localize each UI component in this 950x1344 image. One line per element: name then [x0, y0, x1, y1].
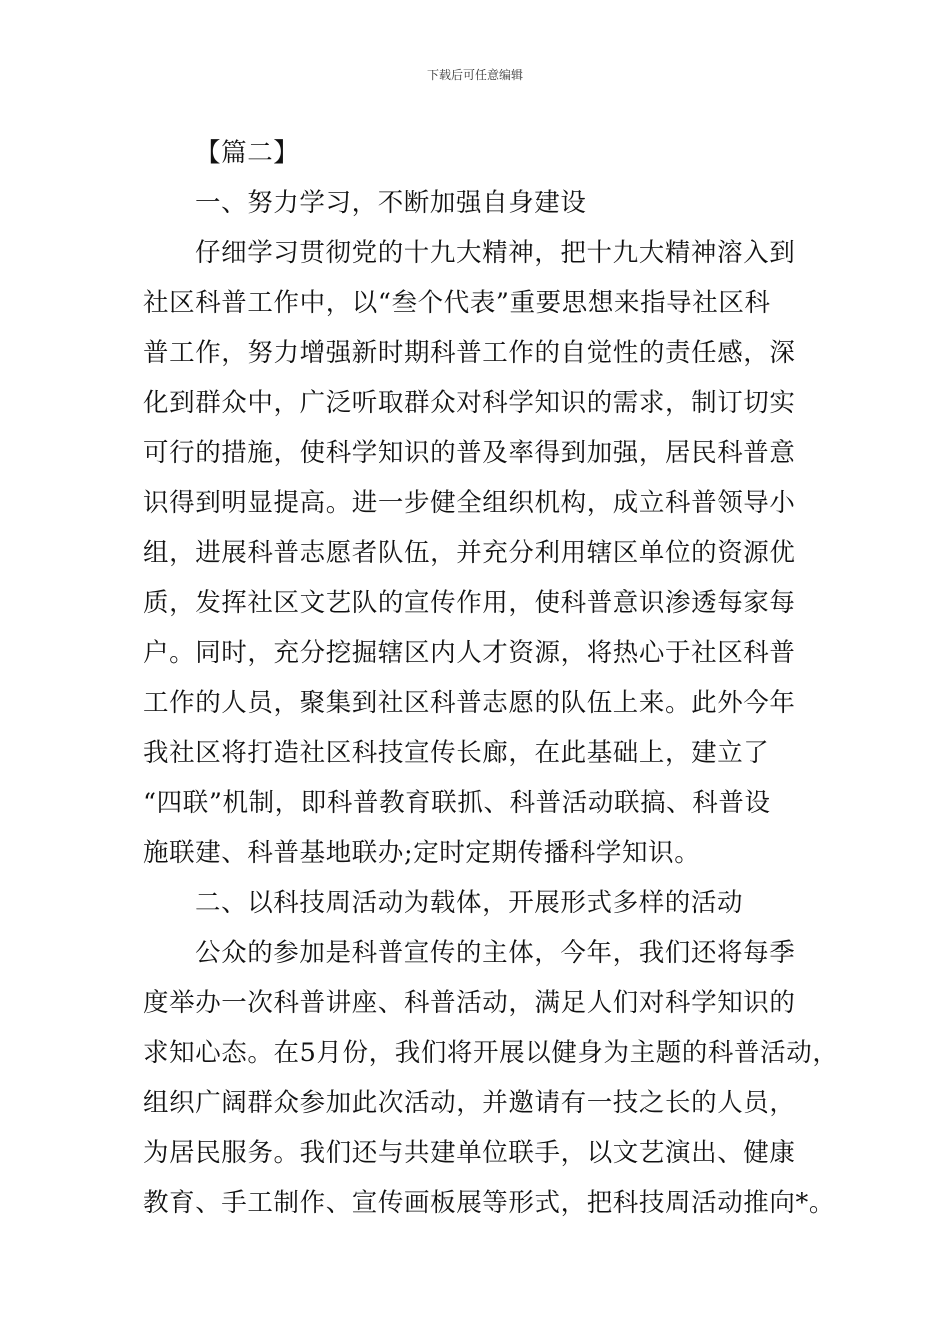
paragraph-line: 普工作，努力增强新时期科普工作的自觉性的责任感，深 [143, 338, 796, 368]
paragraph-line: 求知心态。在5月份，我们将开展以健身为主题的科普活动， [143, 1038, 839, 1068]
paragraph-line: 工作的人员，聚集到社区科普志愿的队伍上来。此外今年 [143, 688, 796, 718]
paragraph-line: 组，进展科普志愿者队伍，并充分利用辖区单位的资源优 [143, 538, 796, 568]
paragraph-line: 户。同时，充分挖掘辖区内人才资源，将热心于社区科普 [143, 638, 796, 668]
paragraph-1 [143, 228, 843, 878]
paragraph-line: 度举办一次科普讲座、科普活动，满足人们对科学知识的 [143, 988, 796, 1018]
paragraph-line: 我社区将打造社区科技宣传长廊，在此基础上，建立了 [143, 738, 770, 768]
paragraph-line: 组织广阔群众参加此次活动，并邀请有一技之长的人员， [143, 1088, 796, 1118]
paragraph-line: 可行的措施，使科学知识的普及率得到加强，居民科普意 [143, 438, 796, 468]
heading-1: 一、努力学习，不断加强自身建设 [195, 188, 587, 218]
paragraph-line: 识得到明显提高。进一步健全组织机构，成立科普领导小 [143, 488, 796, 518]
paragraph-line: “四联”机制，即科普教育联抓、科普活动联搞、科普设 [143, 788, 771, 818]
paragraph-2 [143, 928, 843, 1228]
heading-2: 二、以科技周活动为载体，开展形式多样的活动 [195, 888, 744, 918]
paragraph-line: 教育、手工制作、宣传画板展等形式，把科技周活动推向*。 [143, 1188, 835, 1218]
header-note: 下载后可任意编辑 [426, 68, 523, 82]
paragraph-line: 为居民服务。我们还与共建单位联手，以文艺演出、健康 [143, 1138, 796, 1168]
paragraph-line: 质，发挥社区文艺队的宣传作用，使科普意识渗透每家每 [143, 588, 796, 618]
paragraph-line: 施联建、科普基地联办;定时定期传播科学知识。 [143, 838, 701, 868]
paragraph-line: 公众的参加是科普宣传的主体，今年，我们还将每季 [195, 938, 796, 968]
paragraph-line: 化到群众中，广泛听取群众对科学知识的需求，制订切实 [143, 388, 796, 418]
paragraph-line: 社区科普工作中，以“叁个代表”重要思想来指导社区科 [143, 288, 771, 318]
paragraph-line: 仔细学习贯彻党的十九大精神，把十九大精神溶入到 [195, 238, 796, 268]
section-label: 【篇二】 [195, 138, 300, 168]
document-body [143, 128, 843, 1228]
